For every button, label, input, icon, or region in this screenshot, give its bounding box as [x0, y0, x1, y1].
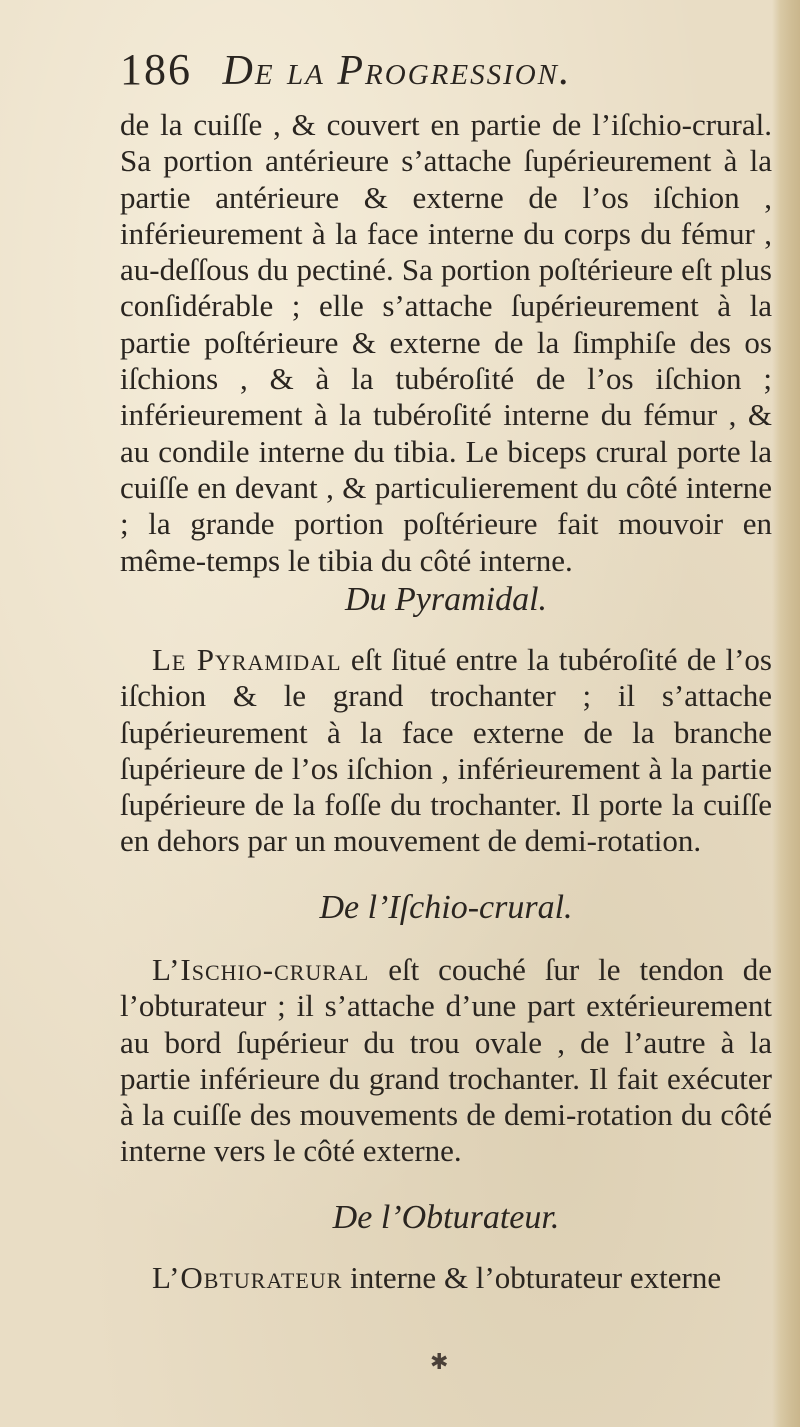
section-body-ischio-crural — [120, 952, 772, 1170]
paragraph-continuation — [120, 107, 772, 579]
lead-term: Le Pyramidal — [152, 642, 342, 677]
page-number: 186 — [120, 45, 192, 94]
section-body-obturateur — [120, 1260, 772, 1296]
page-edge-shadow — [772, 0, 800, 1427]
section-text: interne & l’obturateur externe — [342, 1260, 722, 1295]
section-heading-ischio-crural: De l’Iſchio-crural. — [319, 889, 573, 926]
ink-speck-icon: ✱ — [430, 1350, 449, 1375]
section-heading-obturateur: De l’Obturateur. — [332, 1199, 560, 1236]
running-title: De la Progression. — [222, 48, 572, 94]
section-body-pyramidal — [120, 642, 772, 860]
section-heading-pyramidal: Du Pyramidal. — [344, 581, 548, 618]
lead-term: L’Obturateur — [152, 1260, 343, 1295]
lead-term: L’Ischio-crural — [152, 952, 370, 987]
page-header — [120, 40, 760, 100]
paragraph-text: de la cuiſſe , & couvert en partie de l’iſchio-crural. Sa portion antérieure s’attache ſupérieurement à la partie antérieure & externe de l’os iſchion , inférieurement à la face interne du corps du fémur , au-deſſous du pectiné. Sa portion poſtérieure eſt plus conſidérable ; elle s’attache ſupérieurement à la partie poſtérieure & externe de la ſimphiſe des os iſchions , & à la tubéroſité de l’os iſchion ; inférieurement à la tubéroſité interne du fémur , & au condile interne du tibia. Le biceps crural porte la cuiſſe en devant , & particulierement du côté interne ; la grande portion poſtérieure fait mouvoir en même-temps le tibia du côté interne. — [120, 107, 772, 578]
section-text: eſt couché ſur le tendon de l’obturateur ; il s’attache d’une part extérieurement au bord ſupérieur du trou ovale , de l’autre à la partie inférieure du grand trochanter. Il fait exécuter à la cuiſſe des mouvements de demi-rotation du côté interne vers le côté externe. — [120, 952, 772, 1169]
section-text: eſt ſitué entre la tubéroſité de l’os iſchion & le grand trochanter ; il s’attache ſupérieurement à la face externe de la branche ſupérieure de l’os iſchion , inférieurement à la partie ſupérieure de la foſſe du trochanter. Il porte la cuiſſe en dehors par un mouvement de demi-rotation. — [120, 642, 772, 859]
